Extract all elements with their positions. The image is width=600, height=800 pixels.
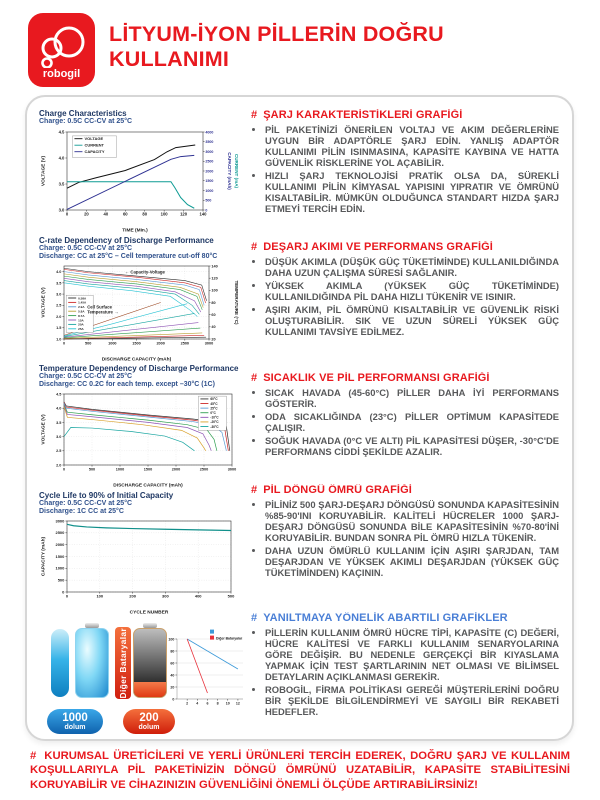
svg-text:Diğer Bataryalar: Diğer Bataryalar: [216, 636, 243, 641]
svg-text:8: 8: [216, 701, 219, 706]
svg-text:2500: 2500: [55, 530, 65, 536]
svg-text:-20°C: -20°C: [210, 420, 219, 425]
svg-text:4000: 4000: [205, 130, 214, 135]
svg-text:100: 100: [160, 211, 168, 217]
bad-cycles-badge: [123, 709, 175, 734]
text-column: [251, 109, 564, 733]
figure-cycle-life: [39, 491, 245, 619]
svg-text:3.0: 3.0: [56, 435, 62, 439]
svg-text:300: 300: [162, 593, 169, 599]
svg-text:1.0: 1.0: [56, 337, 62, 342]
svg-text:2.0: 2.0: [56, 463, 62, 468]
hash-icon: #: [30, 750, 37, 762]
bullet: • DAHA UZUN ÖMÜRLÜ KULLANIM İÇİN AŞIRI ŞARJDAN, TAM DEŞARJDAN VE YÜKSEK AKIMLI DEŞARJDAN (YÜKSEK GÜÇ TÜKETİMİNDEN) KAÇININ.: [265, 545, 559, 578]
bullet: • PİLİNİZ 500 ŞARJ-DEŞARJ DÖNGÜSÜ SONUNDA KAPASİTESİNİN %85-90'INI KORUYABİLİR. KALİTELİ HÜCRELER 1000 ŞARJ-DEŞARJ DÖNGÜSÜ SONUNDA BİLE KAPASİTESİNİN %70-80'İNİ KORUYABİLİR. BUNDAN SONRA PİL ÖMRÜ HIZLA TÜKENİR.: [265, 499, 559, 543]
comparison-mini-chart: [167, 625, 245, 711]
footer-note: # KURUMSAL ÜRETİCİLERİ VE YERLİ ÜRÜNLERİ TERCİH EDEREK, DOĞRU ŞARJ VE KULLANIM KOŞULLARIYLA PİL PAKETİNİZİN DÖNGÜ ÖMRÜNÜ UZATABİLİR, KAPASİTE STABİLİTESİNİ KORUYABİLİR VE CİHAZINIZIN GÜVENLİĞİNİ ÖNEMLİ ÖLÇÜDE ARTIRABİLİRSİNİZ!: [30, 750, 570, 791]
svg-text:100: 100: [168, 637, 175, 642]
svg-text:1000: 1000: [115, 467, 125, 472]
cycle-life-chart: [39, 516, 239, 616]
svg-text:-10°C: -10°C: [210, 415, 219, 420]
svg-text:10: 10: [225, 701, 230, 706]
svg-text:DISCHARGE CAPACITY (mAh): DISCHARGE CAPACITY (mAh): [113, 483, 183, 489]
svg-text:6: 6: [206, 701, 209, 706]
svg-text:0: 0: [62, 467, 66, 472]
other-batteries-banner-label: Diğer Bataryalar: [118, 627, 128, 699]
bullet: • YÜKSEK AKIMLA (YÜKSEK GÜÇ TÜKETİMİNDE) KULLANILDIĞINDA PİL DAHA HIZLI TÜKENİR VE ISINIR.: [265, 280, 559, 302]
figure-subtitle: Discharge: 1C CC at 25°C: [39, 508, 124, 515]
page-title: LİTYUM-İYON PİLLERİN DOĞRU KULLANIMI: [109, 22, 444, 72]
temperature-discharge-chart: [39, 389, 239, 489]
svg-text:4.0: 4.0: [58, 155, 65, 161]
hash-icon: #: [251, 241, 258, 253]
section-cycle-life: [251, 484, 559, 612]
svg-text:3.5: 3.5: [56, 420, 62, 425]
svg-text:3.5: 3.5: [56, 281, 62, 286]
svg-text:DISCHARGE CAPACITY (mAh): DISCHARGE CAPACITY (mAh): [101, 357, 172, 363]
bullet-list: [251, 387, 559, 457]
svg-text:VOLTAGE (V): VOLTAGE (V): [41, 414, 47, 445]
svg-text:100: 100: [211, 288, 218, 293]
svg-text:0: 0: [205, 208, 208, 213]
svg-text:12: 12: [235, 701, 240, 706]
bullet: • ROBOGİL, FİRMA POLİTİKASI GEREĞİ MÜŞTERİLERİNİ DOĞRU BİR ŞEKİLDE BİLGİLENDİRMEYİ VE SAYGILI BİR REKABETİ HEDEFLER.: [265, 684, 559, 717]
svg-text:60°C: 60°C: [210, 397, 218, 402]
svg-text:4.5: 4.5: [58, 129, 65, 135]
section-discharge-current: [251, 241, 559, 372]
bullet: • ODA SICAKLIĞINDA (23°C) PİLLER OPTİMUM KAPASİTEDE ÇALIŞIR.: [265, 411, 559, 433]
svg-text:45°C: 45°C: [210, 401, 218, 406]
svg-text:2.0: 2.0: [56, 314, 62, 319]
blue-pill-bar: [51, 629, 69, 697]
svg-text:20: 20: [84, 211, 89, 217]
section-charge-characteristics: [251, 109, 559, 241]
svg-text:2.9A: 2.9A: [78, 305, 85, 310]
svg-text:3.0: 3.0: [58, 207, 65, 213]
section-misleading-charts: [251, 612, 559, 719]
svg-text:CAPACITY: CAPACITY: [84, 149, 105, 154]
svg-text:1.5: 1.5: [56, 326, 62, 331]
bullet: • SICAK HAVADA (45-60°C) PİLLER DAHA İYİ PERFORMANS GÖSTERİR.: [265, 387, 559, 409]
svg-text:0.58A: 0.58A: [78, 296, 87, 301]
hash-icon: #: [251, 612, 258, 624]
robogil-battery-icon: [75, 623, 109, 698]
bullet-list: [251, 256, 559, 337]
svg-text:-30°C: -30°C: [210, 424, 219, 429]
hash-icon: #: [251, 484, 258, 496]
svg-text:2.5: 2.5: [56, 449, 62, 454]
svg-text:4.0: 4.0: [56, 270, 62, 275]
svg-text:500: 500: [57, 577, 65, 583]
svg-text:4.0: 4.0: [56, 406, 62, 411]
good-cycles-badge: [47, 709, 103, 734]
section-heading: # PİL DÖNGÜ ÖMRÜ GRAFİĞİ: [251, 484, 412, 496]
svg-text:2.5: 2.5: [56, 303, 62, 308]
svg-text:120: 120: [211, 276, 218, 281]
svg-text:2000: 2000: [171, 467, 181, 472]
svg-text:1500: 1500: [205, 179, 214, 184]
bad-cycles-count: 200: [139, 711, 159, 724]
svg-text:4.5: 4.5: [56, 392, 62, 397]
figure-crate-discharge: [39, 236, 245, 364]
svg-text:60: 60: [170, 661, 175, 666]
bullet: • PİLLERİN KULLANIM ÖMRÜ HÜCRE TİPİ, KAPASİTE (C) DEĞERİ, HÜCRE KALİTESİ VE FARKLI KULLANIM SENARYOLARINA GÖRE DEĞİŞİR. BU NEDENLE GERÇEKÇİ BİR KIYASLAMA YAPMAK İÇİN TEST ŞARTLARININ NET OLMASI VE BİLİMSEL DETAYLARIN AÇIKLANMASI GEREKİR.: [265, 627, 559, 682]
bullet: • PİL PAKETİNİZİ ÖNERİLEN VOLTAJ VE AKIM DEĞERLERİNE UYGUN BİR ADAPTÖRLE ŞARJ EDİN. YANLIŞ ADAPTÖR KULLANIMI PİLİN ISINMASINA, KAPASİTE KAYBINA VE HATTA GÜVENLİK RİSKLERİNE YOL AÇABİLİR.: [265, 124, 559, 168]
svg-text:3000: 3000: [227, 467, 237, 472]
bullet-list: [251, 124, 559, 214]
svg-text:1000: 1000: [55, 565, 65, 571]
figure-subtitle: Charge: 0.5C CC-CV at 25°C: [39, 245, 133, 252]
section-heading: # YANILTMAYA YÖNELİK ABARTILI GRAFİKLER: [251, 612, 508, 624]
svg-text:CAPACITY (mAh): CAPACITY (mAh): [227, 152, 232, 190]
svg-text:Temperature →: Temperature →: [87, 309, 119, 315]
bullet-list: [251, 499, 559, 578]
section-heading: # DEŞARJ AKIMI VE PERFORMANS GRAFİĞİ: [251, 241, 493, 253]
svg-text:60: 60: [211, 312, 216, 317]
figure-charge-characteristics: [39, 109, 245, 236]
svg-text:3.0: 3.0: [56, 292, 62, 297]
svg-text:100: 100: [96, 593, 104, 599]
svg-text:15A: 15A: [78, 318, 84, 323]
svg-text:1.45A: 1.45A: [78, 300, 87, 305]
bullet: • DÜŞÜK AKIMLA (DÜŞÜK GÜÇ TÜKETİMİNDE) KULLANILDIĞINDA DAHA UZUN ÇALIŞMA SÜRESİ SAĞLANIR.: [265, 256, 559, 278]
svg-text:2000: 2000: [205, 169, 214, 174]
svg-text:2500: 2500: [205, 159, 214, 164]
svg-text:2500: 2500: [199, 467, 209, 472]
bullet: • SOĞUK HAVADA (0°C VE ALTI) PİL KAPASİTESİ DÜŞER, -30°C'DE PERFORMANS CİDDİ ŞEKİLDE AZALIR.: [265, 435, 559, 457]
section-heading: # ŞARJ KARAKTERİSTİKLERİ GRAFİĞİ: [251, 109, 463, 121]
crate-discharge-chart: [39, 261, 239, 363]
svg-text:2500: 2500: [180, 341, 190, 346]
svg-text:500: 500: [205, 198, 212, 203]
svg-text:CYCLE NUMBER: CYCLE NUMBER: [129, 610, 169, 616]
svg-text:VOLTAGE (V): VOLTAGE (V): [41, 287, 47, 318]
svg-text:140: 140: [199, 211, 207, 217]
svg-text:500: 500: [88, 467, 96, 472]
svg-text:CURRENT (mA): CURRENT (mA): [234, 153, 239, 189]
svg-text:200: 200: [129, 593, 136, 599]
svg-text:TIME (Min.): TIME (Min.): [122, 228, 148, 234]
bad-cycles-unit: dolum: [138, 723, 160, 731]
figure-title: Temperature Dependency of Discharge Performance: [39, 364, 239, 373]
figure-subtitle: Charge: 0.5C CC-CV at 25°C: [39, 500, 133, 507]
svg-text:40: 40: [103, 211, 109, 217]
svg-text:TEMPERATURE (°C): TEMPERATURE (°C): [234, 280, 239, 325]
svg-text:20: 20: [211, 337, 216, 342]
battery-body: [75, 628, 109, 698]
main-card: [25, 95, 574, 741]
svg-text:40: 40: [170, 673, 175, 678]
bullet: • AŞIRI AKIM, PİL ÖMRÜNÜ KISALTABİLİR VE GÜVENLİK RİSKİ OLUŞTURABİLİR. SIK VE UZUN SÜRELİ YÜKSEK GÜÇ KULLANIMI TAVSİYE EDİLMEZ.: [265, 304, 559, 337]
svg-text:3000: 3000: [55, 518, 65, 524]
robogil-circles-icon: [28, 18, 95, 68]
svg-text:5.8A: 5.8A: [78, 309, 85, 314]
low-charge-level: [134, 682, 166, 697]
svg-text:3000: 3000: [204, 341, 214, 346]
figure-temperature-discharge: [39, 364, 245, 491]
bullet: • HIZLI ŞARJ TEKNOLOJİSİ PRATİK OLSA DA, SÜREKLİ KULLANIMI PİLİN KİMYASAL YAPISINI YIPRATIR VE ÖMRÜNÜ KISALTABİLİR. MÜMKÜN OLDUĞUNCA STANDART HIZDA ŞARJ ETMEYİ TERCİH EDİN.: [265, 170, 559, 214]
svg-text:80: 80: [170, 649, 175, 654]
svg-text:1000: 1000: [108, 341, 117, 346]
figure-title: Charge Characteristics: [39, 109, 127, 118]
svg-text:80: 80: [211, 300, 216, 305]
svg-text:0°C: 0°C: [210, 411, 216, 416]
svg-text:20A: 20A: [78, 322, 84, 327]
svg-text:0: 0: [62, 341, 66, 346]
svg-text:140: 140: [211, 264, 218, 269]
svg-text:3500: 3500: [205, 140, 214, 145]
svg-text:500: 500: [84, 341, 92, 346]
svg-text:25°C: 25°C: [210, 406, 218, 411]
figure-subtitle: Charge: 0.5C CC-CV at 25°C: [39, 118, 133, 125]
svg-text:8.7A: 8.7A: [78, 313, 85, 318]
other-battery-icon: [133, 623, 167, 698]
svg-text:2000: 2000: [55, 542, 65, 548]
figure-title: Cycle Life to 90% of Initial Capacity: [39, 491, 174, 500]
figure-subtitle: Discharge: CC 0.2C for each temp. except –30°C (1C): [39, 381, 215, 388]
figure-subtitle: Charge: 0.5C CC-CV at 25°C: [39, 373, 133, 380]
svg-text:1500: 1500: [143, 467, 153, 472]
header: [28, 13, 477, 87]
svg-text:0: 0: [172, 697, 175, 702]
svg-text:VOLTAGE: VOLTAGE: [84, 136, 104, 141]
svg-text:0: 0: [62, 589, 65, 595]
svg-text:80: 80: [142, 211, 148, 217]
svg-text:← Capacity-Voltage: ← Capacity-Voltage: [124, 269, 165, 275]
svg-text:2000: 2000: [156, 341, 165, 346]
svg-text:500: 500: [227, 593, 235, 599]
svg-text:20: 20: [170, 685, 175, 690]
svg-text:3.5: 3.5: [58, 181, 65, 187]
svg-text:0: 0: [65, 211, 69, 217]
svg-text:400: 400: [194, 593, 202, 599]
charts-column: [39, 109, 245, 733]
other-batteries-banner: [115, 627, 131, 699]
svg-text:1000: 1000: [205, 188, 214, 193]
section-heading: # SICAKLIK VE PİL PERFORMANSI GRAFİĞİ: [251, 372, 490, 384]
logo-text: robogil: [42, 68, 81, 80]
bullet-list: [251, 627, 559, 717]
good-cycles-unit: dolum: [64, 723, 86, 731]
svg-text:Cell Surface: Cell Surface: [87, 304, 113, 310]
robogil-logo: [28, 13, 95, 87]
svg-text:1500: 1500: [132, 341, 141, 346]
charge-characteristics-chart: [39, 126, 239, 234]
svg-text:2: 2: [186, 701, 189, 706]
svg-text:CURRENT: CURRENT: [84, 142, 105, 148]
good-cycles-count: 1000: [62, 711, 88, 724]
battery-comparison-graphic: [39, 623, 245, 741]
section-temperature-performance: [251, 372, 559, 484]
svg-text:VOLTAGE (V): VOLTAGE (V): [41, 155, 47, 187]
figure-title: C-rate Dependency of Discharge Performance: [39, 236, 214, 245]
battery-body: [133, 628, 167, 698]
svg-text:3000: 3000: [205, 149, 214, 154]
svg-text:1500: 1500: [55, 553, 65, 559]
svg-text:40: 40: [211, 325, 216, 330]
svg-text:120: 120: [180, 211, 188, 217]
svg-text:25A: 25A: [78, 327, 84, 332]
svg-text:0: 0: [65, 593, 69, 599]
svg-text:CAPACITY (mAh): CAPACITY (mAh): [41, 536, 47, 577]
hash-icon: #: [251, 109, 258, 121]
svg-text:4: 4: [196, 701, 199, 706]
figure-subtitle: Discharge: CC at 25°C – Cell temperature cut-off 80°C: [39, 253, 218, 260]
svg-text:60: 60: [122, 211, 128, 217]
hash-icon: #: [251, 372, 258, 384]
